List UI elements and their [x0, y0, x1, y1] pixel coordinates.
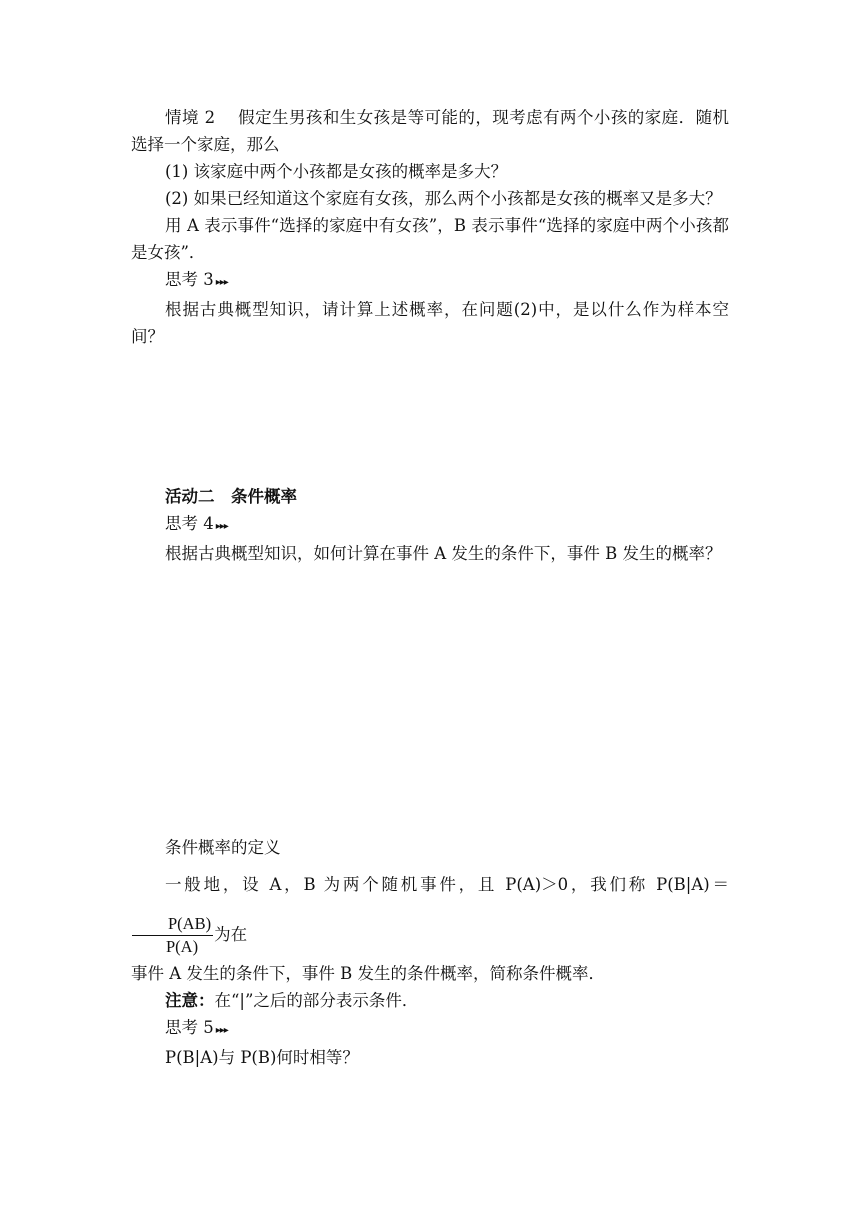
- question-1: (1) 该家庭中两个小孩都是女孩的概率是多大？: [165, 162, 508, 181]
- definition-line-1-post: 为在: [214, 925, 248, 944]
- note: [131, 987, 729, 1014]
- conditional-probability-fraction: [132, 913, 213, 958]
- note-label: 注意：: [165, 991, 215, 1010]
- think-5-heading: [131, 1014, 729, 1044]
- think-4-label: 思考 4: [165, 514, 214, 533]
- definition-line-1-pre: 一般地，设 A，B 为两个随机事件，且 P(A)＞0，我们称 P(B|A)＝: [165, 875, 729, 894]
- triple-arrow-icon: ▸▸▸: [215, 1025, 228, 1036]
- fraction-denominator: P(A): [166, 937, 199, 956]
- scenario-2-text: 假定生男孩和生女孩是等可能的，现考虑有两个小孩的家庭．随机选择一个家庭，那么: [131, 108, 730, 154]
- think-5-label: 思考 5: [165, 1018, 214, 1037]
- think-4-text: 根据古典概型知识，如何计算在事件 A 发生的条件下，事件 B 发生的概率？: [165, 544, 722, 563]
- definition-line-1: [131, 860, 729, 960]
- note-text: 在“|”之后的部分表示条件．: [214, 991, 419, 1010]
- definition-heading: 条件概率的定义: [165, 838, 281, 857]
- think-3-text: 根据古典概型知识，请计算上述概率，在问题(2)中，是以什么作为样本空间？: [131, 300, 729, 346]
- event-definition: 用 A 表示事件“选择的家庭中有女孩”，B 表示事件“选择的家庭中两个小孩都是女孩”．: [131, 216, 729, 262]
- think-4-heading: [131, 510, 729, 540]
- scenario-2-paragraph: [131, 104, 729, 158]
- definition-line-2: 事件 A 发生的条件下，事件 B 发生的条件概率，简称条件概率．: [131, 964, 606, 983]
- triple-arrow-icon: ▸▸▸: [215, 521, 228, 532]
- question-2: (2) 如果已经知道这个家庭有女孩，那么两个小孩都是女孩的概率又是多大？: [165, 189, 722, 208]
- think-5-text: P(B|A)与 P(B)何时相等？: [165, 1048, 359, 1067]
- think-4-block: [131, 510, 729, 567]
- scenario-2-label: 情境 2: [165, 108, 216, 127]
- scenario-2-intro: [131, 104, 729, 350]
- think-3-heading: [131, 266, 729, 296]
- triple-arrow-icon: ▸▸▸: [215, 277, 228, 288]
- think-3-label: 思考 3: [165, 270, 214, 289]
- activity-2-title: 活动二 条件概率: [165, 487, 297, 506]
- definition-block: [131, 860, 729, 1071]
- fraction-numerator: P(AB): [132, 913, 213, 936]
